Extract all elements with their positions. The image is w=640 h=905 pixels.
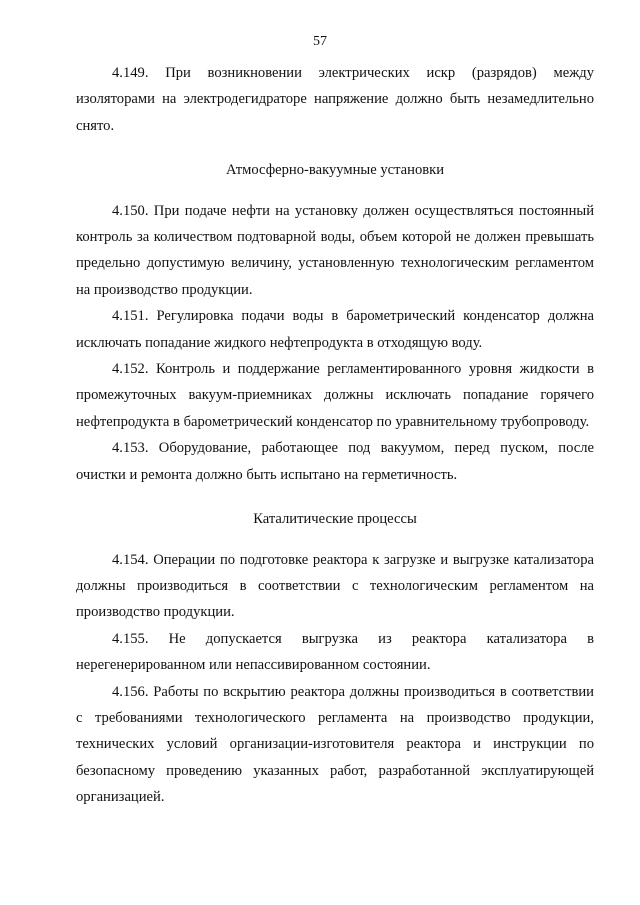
paragraph-4-149: 4.149. При возникновении электрических искр (разрядов) между изоляторами на электродегидраторе напряжение должно быть незамедлительно снято. — [76, 65, 594, 134]
section-heading-atmospheric-vacuum: Атмосферно-вакуумные установки — [225, 162, 445, 179]
paragraph-4-154: 4.154. Операции по подготовке реактора к загрузке и выгрузке катализатора должны производиться в соответствии с технологическим регламентом на производство продукции. — [76, 551, 594, 621]
spacer — [76, 139, 594, 157]
paragraph-4-156: 4.156. Работы по вскрытию реактора должны производиться в соответствии с требованиями технологического регламента на производство продукции, технических условий организации-изготовителя реактора и инструкции по безопасному проведению указанных работ, разработанной эксплуатирующей организацией. — [76, 683, 594, 806]
paragraph-4-150: 4.150. При подаче нефти на установку должен осуществляться постоянный контроль за количеством подтоварной воды, объем которой не должен превышать предельно допустимую величину, установленную технологическим регламентом на производство продукции. — [76, 202, 594, 298]
section-heading-catalytic-processes: Каталитические процессы — [253, 511, 417, 528]
spacer — [76, 488, 594, 506]
paragraph-4-152: 4.152. Контроль и поддержание регламентированного уровня жидкости в промежуточных вакуум-приемниках должны исключать попадание горячего нефтепродукта в барометрический конденсатор по уравнительному трубопроводу. — [76, 361, 594, 430]
paragraph-4-155: 4.155. Не допускается выгрузка из реактора катализатора в нерегенерированном или непассивированном состоянии. — [76, 630, 594, 674]
paragraph-4-153: 4.153. Оборудование, работающее под вакуумом, перед пуском, после очистки и ремонта должно быть испытано на герметичность. — [76, 440, 594, 483]
spacer — [76, 184, 594, 198]
page-number: 57 — [313, 34, 327, 49]
document-body — [76, 60, 594, 811]
paragraph-4-151: 4.151. Регулировка подачи воды в барометрический конденсатор должна исключать попадание жидкого нефтепродукта в отходящую воду. — [76, 308, 594, 351]
spacer — [76, 533, 594, 547]
